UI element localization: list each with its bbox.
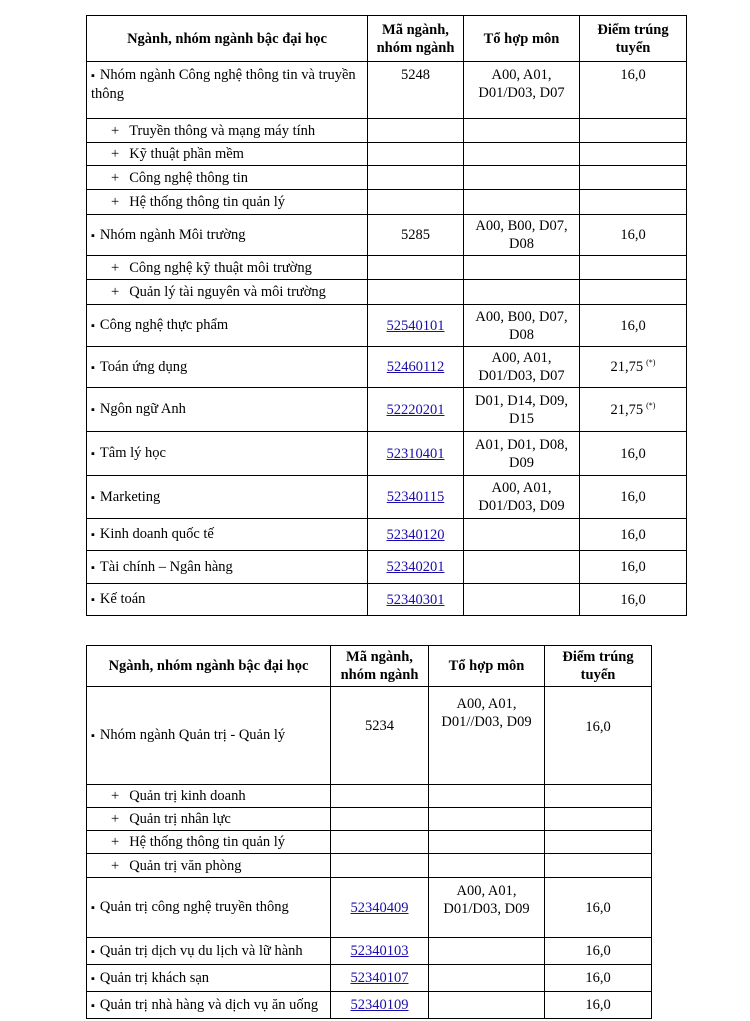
- subject-combo: A01, D01, D08, D09: [464, 432, 580, 476]
- table-row: [87, 785, 652, 808]
- table-row: [87, 687, 652, 785]
- table-row: [87, 808, 652, 831]
- major-name: Nhóm ngành Công nghệ thông tin và truyền thông: [91, 67, 356, 102]
- table-row: [87, 584, 687, 616]
- major-name: Nhóm ngành Quản trị - Quản lý: [99, 727, 286, 743]
- bullet-icon: ▪: [91, 361, 95, 374]
- cutoff-score: 16,0: [580, 519, 687, 551]
- major-code: 5234: [331, 687, 429, 785]
- plus-icon: +: [111, 122, 120, 139]
- cutoff-score: 16,0: [580, 551, 687, 584]
- major-name: Toán ứng dụng: [99, 358, 188, 375]
- table-row: [87, 519, 687, 551]
- sub-major-name: Quản lý tài nguyên và môi trường: [129, 284, 326, 300]
- plus-icon: +: [111, 259, 120, 276]
- table-row: [87, 190, 687, 215]
- subject-combo: A00, A01, D01/D03, D07: [464, 347, 580, 388]
- table-row: [87, 280, 687, 305]
- table-row: [87, 551, 687, 584]
- major-name: Công nghệ thực phẩm: [99, 317, 229, 333]
- plus-icon: +: [111, 284, 120, 300]
- admission-table-2: [86, 645, 652, 1019]
- table-row: [87, 305, 687, 347]
- cutoff-score: 21,75: [610, 401, 644, 418]
- header-score: Điểm trúng tuyển: [545, 646, 652, 687]
- table-header-row: [87, 16, 687, 62]
- major-code-link[interactable]: 52220201: [386, 401, 445, 418]
- header-code: Mã ngành, nhóm ngành: [331, 646, 429, 687]
- cutoff-score: 16,0: [545, 938, 652, 965]
- header-code: Mã ngành, nhóm ngành: [368, 16, 464, 62]
- sub-major-name: Quản trị nhân lực: [129, 811, 231, 827]
- table-row: [87, 476, 687, 519]
- table-row: [87, 831, 652, 854]
- header-subjects: Tổ hợp môn: [429, 646, 545, 687]
- bullet-icon: ▪: [91, 448, 95, 460]
- major-name: Ngôn ngữ Anh: [99, 401, 186, 417]
- subject-combo: A00, A01, D01/D03, D07: [464, 62, 580, 119]
- major-code: 5248: [368, 62, 464, 119]
- major-name: Kinh doanh quốc tế: [99, 526, 214, 542]
- major-name: Tâm lý học: [99, 445, 166, 461]
- major-code-link[interactable]: 52340301: [386, 591, 445, 608]
- major-name: Quản trị khách sạn: [99, 969, 210, 986]
- sub-major-name: Công nghệ kỹ thuật môi trường: [129, 259, 312, 276]
- major-name: Kế toán: [99, 591, 146, 607]
- sub-major-name: Hệ thống thông tin quản lý: [129, 194, 286, 210]
- major-code-link[interactable]: 52340409: [350, 899, 409, 916]
- table-row: [87, 854, 652, 878]
- table-row: [87, 215, 687, 256]
- subject-combo: A00, B00, D07, D08: [464, 305, 580, 347]
- cutoff-score: 16,0: [580, 432, 687, 476]
- header-major: Ngành, nhóm ngành bậc đại học: [87, 646, 331, 687]
- cutoff-score: 21,75: [610, 359, 644, 375]
- major-code-link[interactable]: 52340103: [350, 943, 409, 959]
- subject-combo: A00, A01, D01/D03, D09: [429, 878, 545, 938]
- table-row: [87, 992, 652, 1019]
- major-name: Nhóm ngành Môi trường: [99, 226, 246, 243]
- cutoff-score: 16,0: [580, 476, 687, 519]
- sub-major-name: Quản trị kinh doanh: [129, 788, 246, 804]
- plus-icon: +: [111, 146, 120, 162]
- header-subjects: Tổ hợp môn: [464, 16, 580, 62]
- cutoff-score: 16,0: [545, 992, 652, 1019]
- cutoff-score: 16,0: [580, 215, 687, 256]
- table-row: [87, 965, 652, 992]
- table-row: [87, 347, 687, 388]
- bullet-icon: ▪: [91, 404, 95, 416]
- table-header-row: [87, 646, 652, 687]
- subject-combo: A00, B00, D07, D08: [464, 215, 580, 256]
- table-row: [87, 119, 687, 143]
- score-note: (*): [646, 400, 656, 410]
- subject-combo: D01, D14, D09, D15: [464, 388, 580, 432]
- cutoff-score: 16,0: [580, 62, 687, 119]
- table-row: [87, 143, 687, 166]
- cutoff-score: 16,0: [580, 584, 687, 616]
- bullet-icon: ▪: [91, 491, 95, 504]
- bullet-icon: ▪: [91, 902, 95, 914]
- plus-icon: +: [111, 811, 120, 827]
- table-row: [87, 388, 687, 432]
- plus-icon: +: [111, 788, 120, 804]
- major-code-link[interactable]: 52460112: [386, 359, 445, 375]
- major-code-link[interactable]: 52340109: [350, 997, 409, 1013]
- major-code-link[interactable]: 52540101: [386, 317, 445, 334]
- major-name: Tài chính – Ngân hàng: [99, 558, 233, 575]
- plus-icon: +: [111, 194, 120, 210]
- subject-combo: A00, A01, D01/D03, D09: [464, 476, 580, 519]
- score-note: (*): [646, 358, 656, 367]
- bullet-icon: ▪: [91, 320, 95, 332]
- major-code-link[interactable]: 52340120: [386, 526, 445, 543]
- major-code-link[interactable]: 52340115: [386, 489, 445, 505]
- cutoff-score: 16,0: [580, 305, 687, 347]
- plus-icon: +: [111, 857, 120, 874]
- cutoff-score: 16,0: [545, 965, 652, 992]
- bullet-icon: ▪: [91, 999, 95, 1012]
- table-row: [87, 62, 687, 119]
- bullet-icon: ▪: [91, 70, 95, 82]
- bullet-icon: ▪: [91, 561, 95, 574]
- major-code: 5285: [368, 215, 464, 256]
- bullet-icon: ▪: [91, 229, 95, 242]
- plus-icon: +: [111, 834, 120, 850]
- header-score: Điểm trúng tuyển: [580, 16, 687, 62]
- table-row: [87, 432, 687, 476]
- bullet-icon: ▪: [91, 945, 95, 958]
- table-row: [87, 878, 652, 938]
- major-name: Marketing: [99, 488, 161, 505]
- major-name: Quản trị công nghệ truyền thông: [99, 899, 289, 915]
- major-name: Quản trị nhà hàng và dịch vụ ăn uống: [99, 996, 319, 1013]
- sub-major-name: Công nghệ thông tin: [129, 169, 249, 186]
- major-code-link[interactable]: 52340201: [386, 559, 445, 575]
- sub-major-name: Truyền thông và mạng máy tính: [129, 122, 316, 139]
- sub-major-name: Quản trị văn phòng: [129, 857, 242, 874]
- cutoff-score: 16,0: [545, 878, 652, 938]
- sub-major-name: Hệ thống thông tin quản lý: [129, 834, 286, 850]
- bullet-icon: ▪: [91, 730, 95, 742]
- table-row: [87, 938, 652, 965]
- bullet-icon: ▪: [91, 529, 95, 541]
- plus-icon: +: [111, 169, 120, 186]
- major-code-link[interactable]: 52340107: [350, 970, 409, 986]
- bullet-icon: ▪: [91, 594, 95, 606]
- sub-major-name: Kỹ thuật phần mềm: [129, 146, 244, 162]
- admission-table-1: [86, 15, 687, 616]
- table-row: [87, 256, 687, 280]
- table-row: [87, 166, 687, 190]
- cutoff-score: 16,0: [545, 687, 652, 785]
- header-major: Ngành, nhóm ngành bậc đại học: [87, 16, 368, 62]
- major-code-link[interactable]: 52310401: [386, 445, 445, 462]
- subject-combo: A00, A01, D01//D03, D09: [429, 687, 545, 785]
- bullet-icon: ▪: [91, 972, 95, 985]
- major-name: Quản trị dịch vụ du lịch và lữ hành: [99, 942, 303, 959]
